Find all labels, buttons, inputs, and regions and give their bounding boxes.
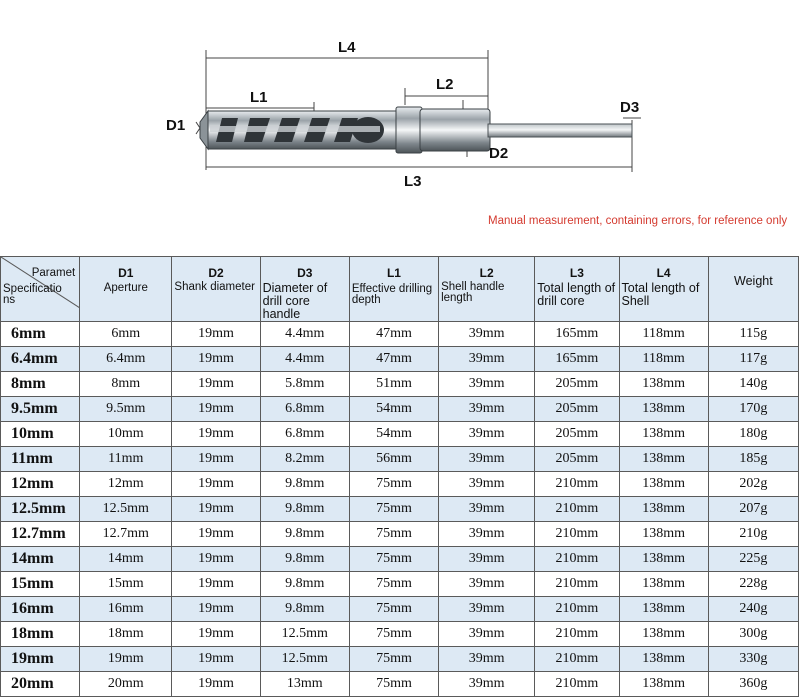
- cell-d1: 9.5mm: [80, 397, 172, 422]
- cell-spec: 15mm: [1, 572, 80, 597]
- cell-spec: 6mm: [1, 322, 80, 347]
- cell-d1: 12mm: [80, 472, 172, 497]
- corner-bottom-label: Specificatio ns: [3, 283, 62, 306]
- cell-l2: 39mm: [439, 447, 535, 472]
- col-code: D2: [208, 266, 224, 280]
- cell-l1: 75mm: [349, 472, 438, 497]
- cell-spec: 19mm: [1, 647, 80, 672]
- table-row: [1, 622, 799, 647]
- cell-d1: 14mm: [80, 547, 172, 572]
- table-row: [1, 447, 799, 472]
- cell-d2: 19mm: [172, 447, 260, 472]
- cell-weight: 210g: [708, 522, 798, 547]
- cell-weight: 225g: [708, 547, 798, 572]
- cell-spec: 20mm: [1, 672, 80, 697]
- cell-d2: 19mm: [172, 472, 260, 497]
- cell-d3: 9.8mm: [260, 572, 349, 597]
- cell-d1: 6.4mm: [80, 347, 172, 372]
- cell-l1: 75mm: [349, 597, 438, 622]
- cell-d3: 9.8mm: [260, 497, 349, 522]
- table-row: [1, 572, 799, 597]
- cell-l1: 75mm: [349, 547, 438, 572]
- col-desc: Total length of Shell: [621, 281, 700, 308]
- header-row: [1, 257, 799, 322]
- col-code: L3: [569, 266, 584, 280]
- cell-weight: 117g: [708, 347, 798, 372]
- cell-d2: 19mm: [172, 522, 260, 547]
- cell-d2: 19mm: [172, 497, 260, 522]
- cell-l4: 138mm: [619, 597, 708, 622]
- col-code: L1: [386, 266, 401, 280]
- cell-spec: 12.5mm: [1, 497, 80, 522]
- cell-d1: 16mm: [80, 597, 172, 622]
- col-header-d3: [260, 257, 349, 322]
- cell-l3: 205mm: [535, 447, 619, 472]
- cell-d1: 19mm: [80, 647, 172, 672]
- col-header-l3: [535, 257, 619, 322]
- col-desc: Aperture: [103, 282, 148, 294]
- cell-l3: 205mm: [535, 372, 619, 397]
- cell-d1: 11mm: [80, 447, 172, 472]
- cell-d3: 6.8mm: [260, 397, 349, 422]
- cell-l4: 138mm: [619, 372, 708, 397]
- cell-d2: 19mm: [172, 322, 260, 347]
- table-row: [1, 497, 799, 522]
- cell-weight: 115g: [708, 322, 798, 347]
- cell-l1: 54mm: [349, 422, 438, 447]
- cell-d2: 19mm: [172, 372, 260, 397]
- drill-rod: [488, 124, 632, 137]
- cell-l4: 118mm: [619, 322, 708, 347]
- cell-d2: 19mm: [172, 572, 260, 597]
- cell-l3: 210mm: [535, 497, 619, 522]
- cell-weight: 360g: [708, 672, 798, 697]
- cell-l4: 138mm: [619, 672, 708, 697]
- col-header-l1: [349, 257, 438, 322]
- cell-d3: 6.8mm: [260, 422, 349, 447]
- table-row: [1, 522, 799, 547]
- cell-d3: 12.5mm: [260, 622, 349, 647]
- cell-d3: 4.4mm: [260, 347, 349, 372]
- cell-l3: 210mm: [535, 572, 619, 597]
- cell-weight: 185g: [708, 447, 798, 472]
- cell-spec: 16mm: [1, 597, 80, 622]
- cell-d1: 12.5mm: [80, 497, 172, 522]
- cell-l1: 47mm: [349, 347, 438, 372]
- cell-l1: 75mm: [349, 672, 438, 697]
- col-code: D1: [118, 266, 134, 280]
- cell-d2: 19mm: [172, 597, 260, 622]
- cell-l3: 210mm: [535, 547, 619, 572]
- weight-header: Weight: [734, 274, 773, 288]
- cell-d3: 9.8mm: [260, 522, 349, 547]
- corner-top-label: Paramet: [31, 267, 76, 279]
- reference-note: Manual measurement, containing errors, for reference only: [488, 215, 788, 227]
- cell-l2: 39mm: [439, 572, 535, 597]
- cell-d2: 19mm: [172, 547, 260, 572]
- cell-spec: 6.4mm: [1, 347, 80, 372]
- table-row: [1, 472, 799, 497]
- cell-spec: 14mm: [1, 547, 80, 572]
- cell-d1: 20mm: [80, 672, 172, 697]
- cell-d3: 9.8mm: [260, 597, 349, 622]
- label-l1: L1: [250, 89, 268, 106]
- cell-l1: 75mm: [349, 647, 438, 672]
- collar: [396, 107, 422, 153]
- col-header-l4: [619, 257, 708, 322]
- cell-l2: 39mm: [439, 372, 535, 397]
- cell-weight: 228g: [708, 572, 798, 597]
- cell-d1: 15mm: [80, 572, 172, 597]
- table-row: [1, 322, 799, 347]
- cell-l4: 138mm: [619, 497, 708, 522]
- table-row: [1, 372, 799, 397]
- cell-l1: 47mm: [349, 322, 438, 347]
- cell-d1: 10mm: [80, 422, 172, 447]
- table-row: [1, 547, 799, 572]
- spec-table-body: [1, 322, 799, 697]
- cell-l4: 138mm: [619, 572, 708, 597]
- table-row: [1, 672, 799, 697]
- col-header-d1: [80, 257, 172, 322]
- col-desc: Total length of drill core: [537, 281, 616, 308]
- cell-l3: 210mm: [535, 472, 619, 497]
- cell-l4: 138mm: [619, 622, 708, 647]
- cell-spec: 10mm: [1, 422, 80, 447]
- label-d1: D1: [166, 117, 186, 134]
- spec-table: [0, 256, 799, 697]
- table-row: [1, 647, 799, 672]
- col-code: D3: [297, 266, 313, 280]
- cell-l2: 39mm: [439, 322, 535, 347]
- cell-l4: 138mm: [619, 397, 708, 422]
- cell-l3: 165mm: [535, 347, 619, 372]
- col-desc: Shank diameter: [174, 281, 255, 293]
- cell-d2: 19mm: [172, 422, 260, 447]
- cell-l3: 205mm: [535, 397, 619, 422]
- cell-d1: 18mm: [80, 622, 172, 647]
- cell-l1: 75mm: [349, 572, 438, 597]
- cell-d3: 5.8mm: [260, 372, 349, 397]
- cell-spec: 8mm: [1, 372, 80, 397]
- cell-l1: 54mm: [349, 397, 438, 422]
- table-row: [1, 397, 799, 422]
- drill-bit-diagram: [0, 0, 799, 256]
- cell-d1: 12.7mm: [80, 522, 172, 547]
- cell-l4: 138mm: [619, 422, 708, 447]
- label-l2: L2: [436, 76, 454, 93]
- cell-l1: 51mm: [349, 372, 438, 397]
- cell-d3: 9.8mm: [260, 472, 349, 497]
- cell-d2: 19mm: [172, 347, 260, 372]
- cell-weight: 170g: [708, 397, 798, 422]
- cell-l3: 210mm: [535, 597, 619, 622]
- cell-weight: 140g: [708, 372, 798, 397]
- cell-l2: 39mm: [439, 347, 535, 372]
- cell-l1: 56mm: [349, 447, 438, 472]
- cell-d3: 9.8mm: [260, 547, 349, 572]
- col-desc: Effective drilling depth: [351, 283, 433, 306]
- cell-d2: 19mm: [172, 397, 260, 422]
- cell-l4: 138mm: [619, 472, 708, 497]
- col-header-l2: [439, 257, 535, 322]
- cell-l2: 39mm: [439, 422, 535, 447]
- cell-l2: 39mm: [439, 597, 535, 622]
- cell-d3: 12.5mm: [260, 647, 349, 672]
- col-code: L4: [656, 266, 671, 280]
- cell-l3: 210mm: [535, 622, 619, 647]
- cell-l2: 39mm: [439, 522, 535, 547]
- cell-l3: 165mm: [535, 322, 619, 347]
- cell-weight: 202g: [708, 472, 798, 497]
- cell-d1: 6mm: [80, 322, 172, 347]
- col-desc: Shell handle length: [441, 281, 505, 304]
- table-row: [1, 347, 799, 372]
- cell-d2: 19mm: [172, 622, 260, 647]
- cell-l2: 39mm: [439, 547, 535, 572]
- cell-l1: 75mm: [349, 622, 438, 647]
- cell-l2: 39mm: [439, 672, 535, 697]
- corner-header: [1, 257, 80, 322]
- label-l3: L3: [404, 173, 422, 190]
- col-header-d2: [172, 257, 260, 322]
- cell-weight: 240g: [708, 597, 798, 622]
- cell-spec: 9.5mm: [1, 397, 80, 422]
- cell-d3: 4.4mm: [260, 322, 349, 347]
- cell-l2: 39mm: [439, 472, 535, 497]
- cell-l4: 118mm: [619, 347, 708, 372]
- cell-l2: 39mm: [439, 622, 535, 647]
- col-header-weight: [708, 257, 798, 322]
- col-desc: Diameter of drill core handle: [262, 281, 328, 321]
- col-code: L2: [479, 266, 494, 280]
- cell-spec: 18mm: [1, 622, 80, 647]
- cell-weight: 180g: [708, 422, 798, 447]
- cell-l4: 138mm: [619, 522, 708, 547]
- table-row: [1, 597, 799, 622]
- cell-l2: 39mm: [439, 497, 535, 522]
- cell-l3: 210mm: [535, 647, 619, 672]
- cell-l4: 138mm: [619, 447, 708, 472]
- cell-d3: 13mm: [260, 672, 349, 697]
- cell-d2: 19mm: [172, 647, 260, 672]
- cell-l3: 210mm: [535, 522, 619, 547]
- cell-d3: 8.2mm: [260, 447, 349, 472]
- cell-weight: 207g: [708, 497, 798, 522]
- table-row: [1, 422, 799, 447]
- cell-l2: 39mm: [439, 397, 535, 422]
- shell-handle: [420, 109, 490, 151]
- cell-l1: 75mm: [349, 497, 438, 522]
- cell-d2: 19mm: [172, 672, 260, 697]
- cell-l4: 138mm: [619, 647, 708, 672]
- cell-weight: 330g: [708, 647, 798, 672]
- cell-l1: 75mm: [349, 522, 438, 547]
- cell-spec: 12mm: [1, 472, 80, 497]
- label-d3: D3: [620, 99, 640, 116]
- cell-spec: 11mm: [1, 447, 80, 472]
- cell-d1: 8mm: [80, 372, 172, 397]
- cell-weight: 300g: [708, 622, 798, 647]
- cell-l2: 39mm: [439, 647, 535, 672]
- label-d2: D2: [489, 145, 509, 162]
- label-l4: L4: [338, 39, 356, 56]
- cell-l4: 138mm: [619, 547, 708, 572]
- cell-l3: 210mm: [535, 672, 619, 697]
- cell-l3: 205mm: [535, 422, 619, 447]
- cell-spec: 12.7mm: [1, 522, 80, 547]
